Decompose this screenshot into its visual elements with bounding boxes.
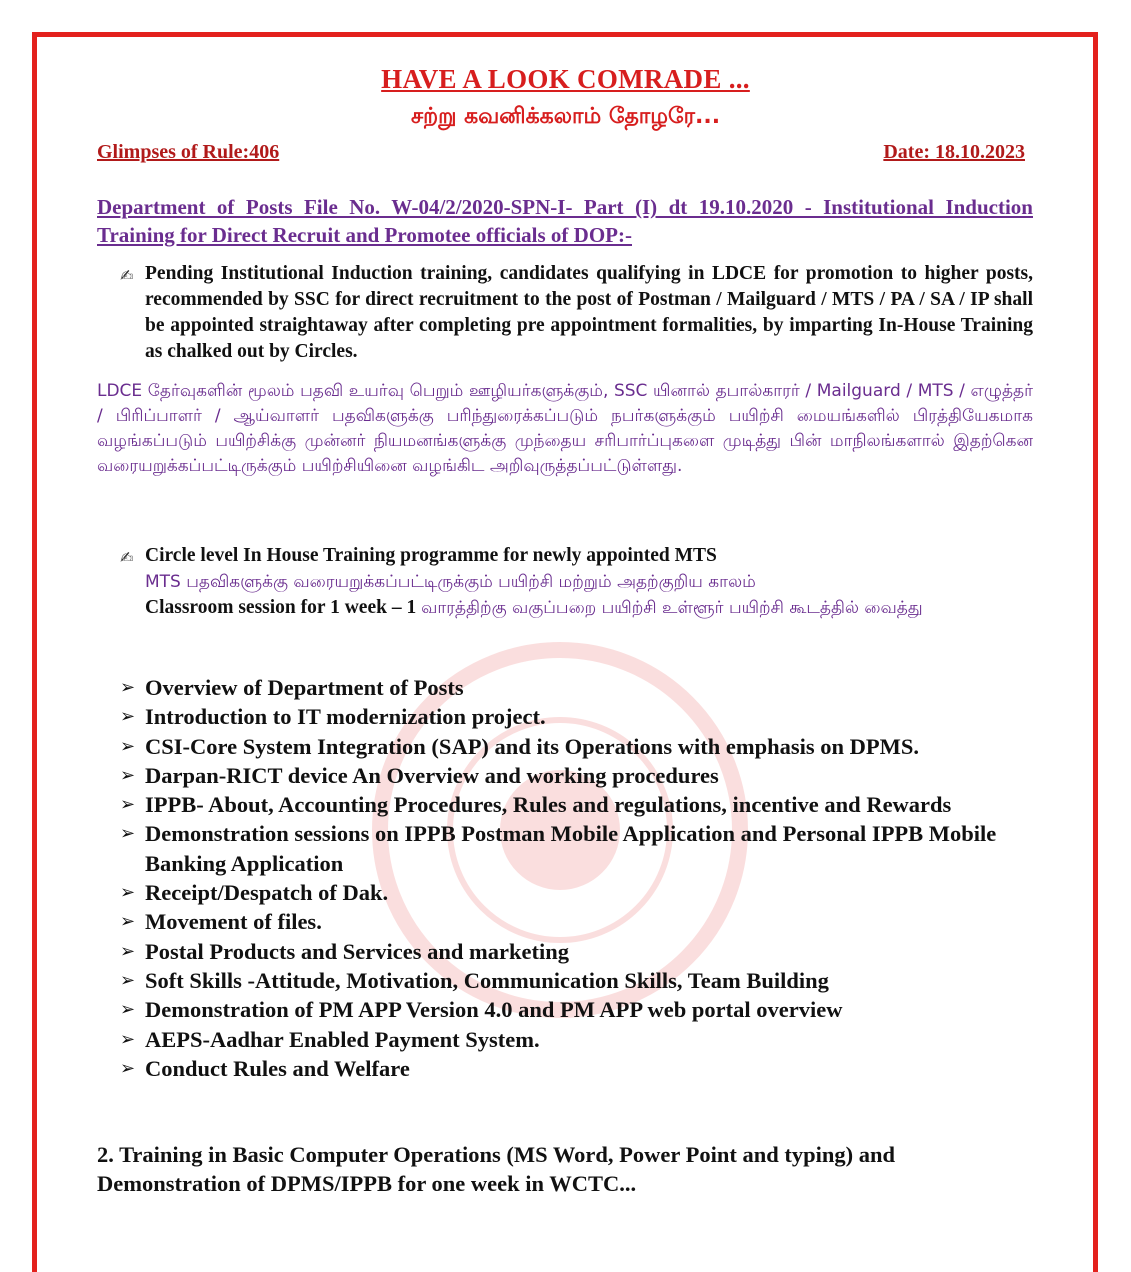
mts-heading: Circle level In House Training programme for newly appointed MTS (145, 545, 717, 566)
computer-training-note: 2. Training in Basic Computer Operations (MS Word, Power Point and typing) and Demonstration of DPMS/IPPB for one week in WCTC... (97, 1142, 896, 1196)
mts-heading-tamil: MTS பதவிகளுக்கு வரையறுக்கப்பட்டிருக்கும் பயிற்சி மற்றும் அதற்குறிய காலம் (145, 572, 756, 592)
writing-hand-icon: ✍ (120, 266, 134, 285)
arrow-bullet-icon: ➢ (120, 706, 136, 728)
topic-text: Introduction to IT modernization project. (145, 704, 546, 730)
topic-text: Soft Skills -Attitude, Motivation, Communication Skills, Team Building (145, 967, 829, 993)
training-topics-list (120, 673, 1040, 1083)
arrow-bullet-icon: ➢ (120, 764, 136, 786)
arrow-bullet-icon: ➢ (120, 794, 136, 816)
arrow-bullet-icon: ➢ (120, 940, 136, 962)
arrow-bullet-icon: ➢ (120, 969, 136, 991)
topic-text: AEPS-Aadhar Enabled Payment System. (145, 1026, 540, 1052)
paragraph-mts-training (120, 543, 1033, 621)
page-subtitle-tamil: சற்று கவனிக்கலாம் தோழரே... (410, 104, 721, 129)
topic-item (120, 966, 1040, 995)
topic-text: Demonstration sessions on IPPB Postman Mobile Application and Personal IPPB Mobile Banking Application (145, 821, 997, 876)
page-title: HAVE A LOOK COMRADE ... (381, 64, 750, 94)
topic-item (120, 673, 1040, 702)
tamil-paragraph: LDCE தேர்வுகளின் மூலம் பதவி உயர்வு பெறும் ஊழியர்களுக்கும், SSC யினால் தபால்காரர் / Mailguard / MTS / எழுத்தர் / பிரிப்பாளர் / ஆய்வாளர் பதவிகளுக்கு பரிந்துரைக்கப்படும் நபர்களுக்கும் பயிற்சி மையங்களில் பிரத்தியேகமாக வழங்கப்படும் பயிற்சிக்கு முன்னர் நியமனங்களுக்கு முந்தைய சரிபார்ப்புகளை முடித்து பின் மாநிலங்களால் இதற்கென வரையறுக்கப்பட்டிருக்கும் பயிற்சியினை வழங்கிட அறிவுருத்தப்பட்டுள்ளது. (97, 381, 1033, 476)
topic-text: Receipt/Despatch of Dak. (145, 880, 389, 906)
arrow-bullet-icon: ➢ (120, 823, 136, 845)
topic-text: CSI-Core System Integration (SAP) and its Operations with emphasis on DPMS. (145, 733, 919, 759)
classroom-session: Classroom session for 1 week – 1 (145, 597, 417, 618)
topic-item (120, 907, 1040, 936)
topic-item (120, 732, 1040, 761)
arrow-bullet-icon: ➢ (120, 882, 136, 904)
topic-text: Conduct Rules and Welfare (145, 1055, 410, 1081)
topic-text: Postal Products and Services and marketing (145, 938, 569, 964)
topic-item (120, 819, 1040, 878)
classroom-session-tamil: வாரத்திற்கு வகுப்பறை பயிற்சி உள்ளூர் பயிற்சி கூடத்தில் வைத்து (421, 598, 923, 618)
topic-text: Movement of files. (145, 909, 322, 935)
arrow-bullet-icon: ➢ (120, 911, 136, 933)
topic-item (120, 878, 1040, 907)
arrow-bullet-icon: ➢ (120, 1057, 136, 1079)
arrow-bullet-icon: ➢ (120, 677, 136, 698)
topic-item (120, 1054, 1040, 1083)
topic-item (120, 702, 1040, 731)
arrow-bullet-icon: ➢ (120, 1028, 136, 1050)
paragraph-text: Pending Institutional Induction training, candidates qualifying in LDCE for promotion to higher posts, recommended by SSC for direct recruitment to the post of Postman / Mailguard / MTS / PA / SA / IP shall be appointed straightaway after completing pre appointment formalities, by imparting In-House Training as chalked out by Circles. (145, 263, 1033, 362)
topic-item (120, 790, 1040, 819)
rule-label: Glimpses of Rule:406 (97, 141, 280, 163)
topic-item (120, 761, 1040, 790)
topic-text: Overview of Department of Posts (145, 675, 464, 700)
paragraph-pending-training (120, 261, 1033, 365)
topic-item (120, 1025, 1040, 1054)
topic-text: Darpan-RICT device An Overview and working procedures (145, 762, 719, 788)
topic-item (120, 937, 1040, 966)
arrow-bullet-icon: ➢ (120, 999, 136, 1021)
topic-item (120, 995, 1040, 1024)
arrow-bullet-icon: ➢ (120, 735, 136, 757)
topic-text: Demonstration of PM APP Version 4.0 and PM APP web portal overview (145, 997, 843, 1023)
writing-hand-icon: ✍ (120, 548, 134, 567)
paragraph-block (145, 543, 1033, 621)
topic-text: IPPB- About, Accounting Procedures, Rules and regulations, incentive and Rewards (145, 792, 952, 818)
subject-heading: Department of Posts File No. W-04/2/2020-SPN-I- Part (I) dt 19.10.2020 - Institutional Induction Training for Direct Recruit and Promotee officials of DOP:- (97, 195, 1033, 247)
date-label: Date: 18.10.2023 (883, 141, 1025, 163)
